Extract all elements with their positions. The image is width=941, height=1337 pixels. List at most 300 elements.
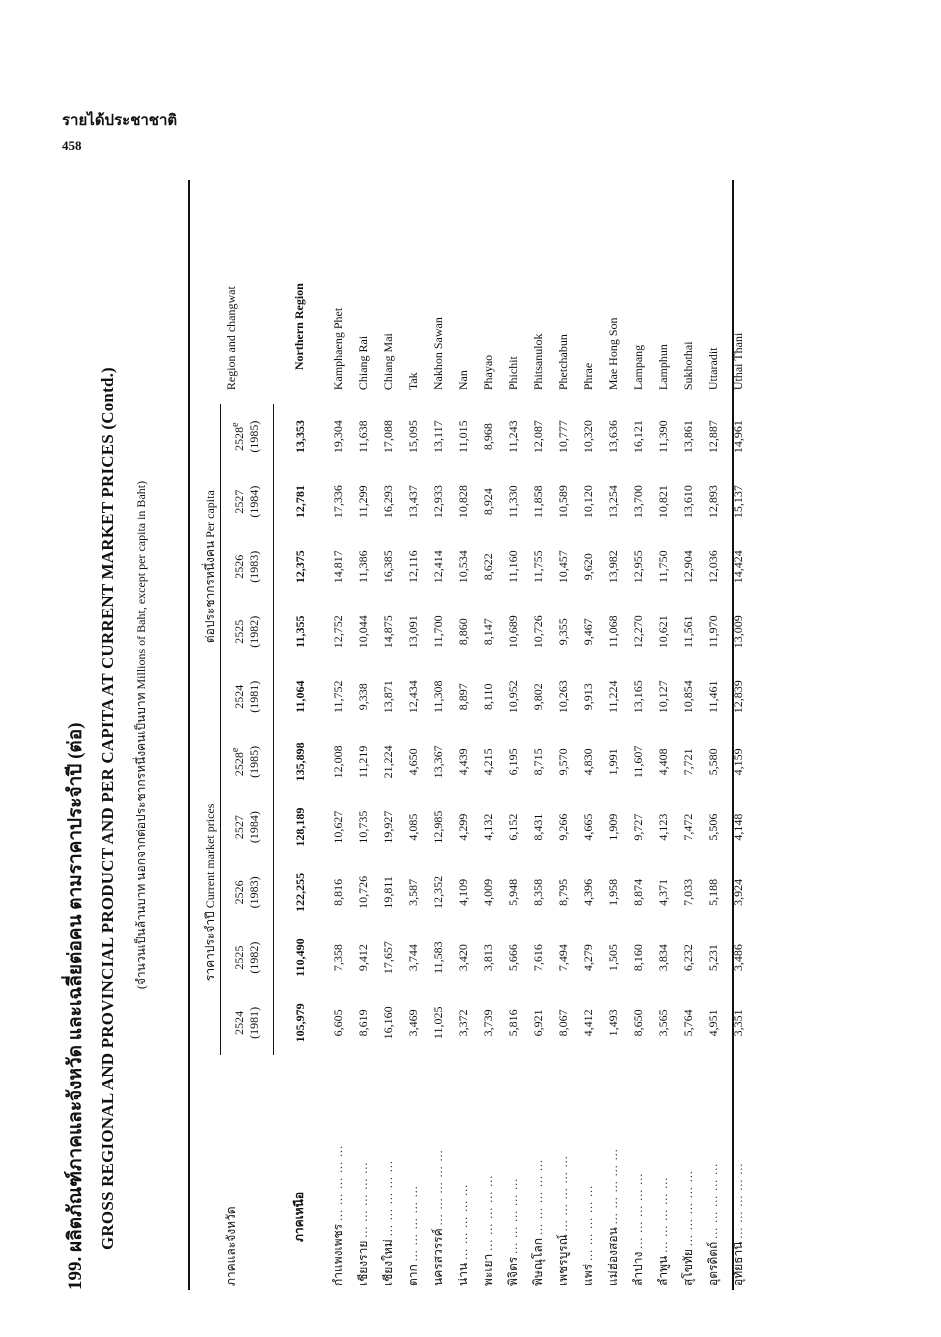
leader-dots: ... ... ... ... ... bbox=[331, 1144, 345, 1221]
leader-dots: ... ... ... ... ... bbox=[706, 1162, 720, 1239]
region-name-thai: ภาคเหนือ bbox=[292, 1191, 307, 1242]
table-cell: 11,607 bbox=[631, 745, 645, 779]
table-cell: 4,650 bbox=[406, 748, 420, 776]
header-year-ce: (1984) bbox=[247, 469, 274, 534]
table-cell: 3,486 bbox=[731, 944, 745, 972]
table-cell: 12,985 bbox=[431, 810, 445, 844]
table-row bbox=[451, 180, 476, 1290]
table-cell: 11,750 bbox=[656, 550, 670, 583]
table-cell: 8,860 bbox=[456, 618, 470, 646]
table-cell: 8,897 bbox=[456, 683, 470, 711]
province-name-thai-cell bbox=[451, 1055, 476, 1290]
table-cell: 5,188 bbox=[706, 878, 720, 906]
province-name-thai: กำแพงเพชร bbox=[331, 1223, 345, 1286]
table-cell: 13,610 bbox=[681, 485, 695, 519]
table-title-thai: 199. ผลิตภัณฑ์ภาคและจังหวัด และเฉลี่ยต่อคน ตามราคาประจำปี (ต่อ) bbox=[65, 722, 86, 1290]
table-cell: 12,352 bbox=[431, 875, 445, 909]
table-cell: 1,505 bbox=[606, 944, 620, 972]
table-cell: 9,412 bbox=[356, 944, 370, 972]
header-year-be: 2524 bbox=[232, 1010, 246, 1035]
province-name-thai: เพชรบูรณ์ bbox=[556, 1234, 570, 1286]
table-cell: 11,390 bbox=[656, 420, 670, 453]
region-value: 11,064 bbox=[292, 680, 307, 713]
leader-dots: ... ... ... ... ... bbox=[681, 1170, 695, 1247]
table-cell: 11,970 bbox=[706, 615, 720, 648]
table-cell: 14,961 bbox=[731, 420, 745, 454]
table-cell: 10,726 bbox=[531, 615, 545, 649]
province-name-english: Phayao bbox=[481, 354, 495, 391]
header-year-be: 2527 bbox=[232, 815, 246, 840]
province-name-english: Chiang Rai bbox=[356, 335, 370, 391]
table-cell: 12,893 bbox=[706, 485, 720, 519]
header-year-be: 2525 bbox=[232, 945, 246, 970]
province-name-english: Lamphun bbox=[656, 344, 670, 391]
table-cell: 11,386 bbox=[356, 550, 370, 583]
province-name-english: Sukhothai bbox=[681, 341, 695, 391]
table-cell: 11,025 bbox=[431, 1006, 445, 1040]
province-name-thai-cell bbox=[426, 1055, 451, 1290]
table-cell: 10,854 bbox=[681, 680, 695, 714]
province-name-english: Uttaradit bbox=[706, 347, 720, 391]
header-year-be bbox=[221, 729, 248, 794]
table-cell: 10,120 bbox=[581, 485, 595, 519]
table-cell: 11,015 bbox=[456, 420, 470, 453]
table-cell: 12,434 bbox=[406, 680, 420, 714]
header-year-ce: (1981) bbox=[247, 990, 274, 1055]
table-cell: 16,160 bbox=[381, 1006, 395, 1040]
table-cell: 10,952 bbox=[506, 680, 520, 714]
table-cell: 9,355 bbox=[556, 618, 570, 646]
table-cell: 16,121 bbox=[631, 420, 645, 454]
table-cell: 8,147 bbox=[481, 618, 495, 646]
table-cell: 8,358 bbox=[531, 878, 545, 906]
table-cell: 7,616 bbox=[531, 944, 545, 972]
header-year-ce: (1982) bbox=[247, 599, 274, 664]
table-row bbox=[501, 180, 526, 1290]
table-cell: 13,700 bbox=[631, 485, 645, 519]
table-cell: 10,821 bbox=[656, 485, 670, 519]
province-name-thai-cell bbox=[401, 1055, 426, 1290]
table-cell: 12,955 bbox=[631, 550, 645, 584]
table-cell: 1,909 bbox=[606, 813, 620, 841]
leader-dots: ... ... ... ... ... bbox=[431, 1149, 445, 1226]
table-cell: 9,913 bbox=[581, 683, 595, 711]
table-cell: 8,924 bbox=[481, 488, 495, 516]
table-cell: 4,951 bbox=[706, 1009, 720, 1037]
region-value: 135,898 bbox=[292, 742, 307, 782]
table-cell: 13,254 bbox=[606, 485, 620, 519]
table-cell: 4,085 bbox=[406, 813, 420, 841]
leader-dots: ... ... ... ... ... bbox=[456, 1183, 470, 1260]
leader-dots: ... ... ... ... ... bbox=[481, 1174, 495, 1251]
table-title-english: GROSS REGIONAL AND PROVINCIAL PRODUCT AND PER CAPITA AT CURRENT MARKET PRICES (Contd.) bbox=[98, 367, 117, 1250]
province-name-thai-cell bbox=[676, 1055, 701, 1290]
table-cell: 6,605 bbox=[331, 1009, 345, 1037]
table-cell: 13,091 bbox=[406, 615, 420, 649]
table-cell: 4,123 bbox=[656, 813, 670, 841]
table-cell: 8,874 bbox=[631, 878, 645, 906]
table-row bbox=[401, 180, 426, 1290]
table-cell: 16,385 bbox=[381, 550, 395, 584]
table-cell: 13,367 bbox=[431, 745, 445, 779]
leader-dots: ... ... ... ... ... bbox=[631, 1172, 645, 1249]
region-value: 12,375 bbox=[292, 550, 307, 584]
header-year-be: 2527 bbox=[232, 489, 246, 514]
table-cell: 10,828 bbox=[456, 485, 470, 519]
table-cell: 11,700 bbox=[431, 615, 445, 648]
table-cell: 4,439 bbox=[456, 748, 470, 776]
table-cell: 5,231 bbox=[706, 944, 720, 972]
table-cell: 12,414 bbox=[431, 550, 445, 584]
province-name-thai: น่าน bbox=[456, 1262, 470, 1286]
table-cell: 4,396 bbox=[581, 878, 595, 906]
province-name-english: Chiang Mai bbox=[381, 333, 395, 391]
table-row bbox=[576, 180, 601, 1290]
leader-dots: ... ... ... ... ... bbox=[531, 1158, 545, 1235]
table-cell: 9,727 bbox=[631, 813, 645, 841]
province-name-thai: พิษณุโลก bbox=[531, 1237, 545, 1286]
header-year-ce: (1985) bbox=[247, 729, 274, 794]
table-cell: 3,813 bbox=[481, 944, 495, 972]
table-cell: 11,243 bbox=[506, 420, 520, 453]
table-cell: 9,620 bbox=[581, 553, 595, 581]
header-year-be: 2524 bbox=[232, 684, 246, 709]
leader-dots: ... ... ... ... ... bbox=[606, 1148, 620, 1225]
province-name-thai-cell bbox=[651, 1055, 676, 1290]
table-cell: 3,469 bbox=[406, 1009, 420, 1037]
table-cell: 12,933 bbox=[431, 485, 445, 519]
province-name-thai: ตาก bbox=[406, 1264, 420, 1286]
header-year-be: 2525 bbox=[232, 619, 246, 644]
table-cell: 9,467 bbox=[581, 618, 595, 646]
table-row bbox=[601, 180, 626, 1290]
region-value: 105,979 bbox=[292, 1003, 307, 1043]
table-cell: 17,088 bbox=[381, 420, 395, 454]
table-cell: 8,431 bbox=[531, 813, 545, 841]
table-cell: 1,991 bbox=[606, 748, 620, 776]
table-cell: 8,968 bbox=[481, 423, 495, 451]
header-year-be-text: 2528 bbox=[232, 752, 246, 777]
table-cell: 8,715 bbox=[531, 748, 545, 776]
table-cell: 8,619 bbox=[356, 1009, 370, 1037]
table-cell: 11,858 bbox=[531, 485, 545, 518]
province-name-thai: อุตรดิตถ์ bbox=[706, 1241, 720, 1286]
province-name-english: Phichit bbox=[506, 356, 520, 391]
region-value: 110,490 bbox=[292, 938, 307, 977]
table-cell: 11,561 bbox=[681, 615, 695, 648]
table-cell: 8,650 bbox=[631, 1009, 645, 1037]
header-year-ce: (1981) bbox=[247, 664, 274, 729]
table-cell: 10,726 bbox=[356, 875, 370, 909]
table-cell: 8,110 bbox=[481, 683, 495, 710]
table-cell: 17,336 bbox=[331, 485, 345, 519]
table-cell: 5,764 bbox=[681, 1009, 695, 1037]
table-cell: 11,160 bbox=[506, 550, 520, 583]
header-per-capita: ต่อประชากรหนึ่งคน Per capita bbox=[190, 404, 221, 729]
table-cell: 10,320 bbox=[581, 420, 595, 454]
table-cell: 10,777 bbox=[556, 420, 570, 454]
table-cell: 3,372 bbox=[456, 1009, 470, 1037]
table-cell: 11,583 bbox=[431, 941, 445, 974]
province-name-thai-cell bbox=[551, 1055, 576, 1290]
leader-dots: ... ... ... ... ... bbox=[656, 1176, 670, 1253]
header-right-label: Region and changwat bbox=[224, 286, 239, 391]
table-cell: 1,958 bbox=[606, 878, 620, 906]
table-cell: 4,371 bbox=[656, 878, 670, 906]
table-row bbox=[526, 180, 551, 1290]
table-cell: 4,132 bbox=[481, 813, 495, 841]
table-cell: 8,816 bbox=[331, 878, 345, 906]
table-cell: 12,904 bbox=[681, 550, 695, 584]
table-cell: 17,657 bbox=[381, 941, 395, 975]
table-cell: 10,044 bbox=[356, 615, 370, 649]
table-cell: 19,304 bbox=[331, 420, 345, 454]
table-cell: 3,739 bbox=[481, 1009, 495, 1037]
table-cell: 11,308 bbox=[431, 680, 445, 713]
table-cell: 11,755 bbox=[531, 550, 545, 583]
table-cell: 11,461 bbox=[706, 680, 720, 713]
province-name-english: Lampang bbox=[631, 344, 645, 391]
table-cell: 8,795 bbox=[556, 878, 570, 906]
table-cell: 11,219 bbox=[356, 745, 370, 779]
table-cell: 3,420 bbox=[456, 944, 470, 972]
table-cell: 3,565 bbox=[656, 1009, 670, 1037]
table-row bbox=[376, 180, 401, 1290]
table-cell: 13,165 bbox=[631, 680, 645, 714]
table-cell: 9,802 bbox=[531, 683, 545, 711]
data-table bbox=[190, 180, 751, 1290]
province-name-thai-cell bbox=[601, 1055, 626, 1290]
table-cell: 13,437 bbox=[406, 485, 420, 519]
province-name-thai-cell bbox=[376, 1055, 401, 1290]
table-cell: 19,811 bbox=[381, 876, 395, 909]
table-cell: 5,506 bbox=[706, 813, 720, 841]
table-cell: 4,299 bbox=[456, 813, 470, 841]
province-name-thai: แม่ฮ่องสอน bbox=[606, 1227, 620, 1286]
table-cell: 6,152 bbox=[506, 813, 520, 841]
table-cell: 4,408 bbox=[656, 748, 670, 776]
table-cell: 10,735 bbox=[356, 810, 370, 844]
table-cell: 8,067 bbox=[556, 1009, 570, 1037]
province-name-thai: อุทัยธานี bbox=[731, 1241, 745, 1286]
table-cell: 15,137 bbox=[731, 485, 745, 519]
table-cell: 5,948 bbox=[506, 878, 520, 906]
province-name-english: Phitsanulok bbox=[531, 333, 545, 391]
table-cell: 12,839 bbox=[731, 680, 745, 714]
table-cell: 13,871 bbox=[381, 680, 395, 714]
province-name-thai-cell bbox=[576, 1055, 601, 1290]
table-cell: 14,424 bbox=[731, 550, 745, 584]
table-row bbox=[676, 180, 701, 1290]
table-cell: 3,924 bbox=[731, 878, 745, 906]
province-name-english: Tak bbox=[406, 372, 420, 391]
province-name-english: Mae Hong Son bbox=[606, 317, 620, 391]
region-row bbox=[274, 180, 327, 1290]
table-cell: 6,232 bbox=[681, 944, 695, 972]
region-name-english: Northern Region bbox=[292, 283, 307, 371]
table-row bbox=[351, 180, 376, 1290]
table-cell: 12,036 bbox=[706, 550, 720, 584]
table-row bbox=[651, 180, 676, 1290]
table-cell: 8,622 bbox=[481, 553, 495, 581]
table-cell: 6,921 bbox=[531, 1009, 545, 1037]
page-number: 458 bbox=[62, 138, 82, 153]
table-cell: 19,927 bbox=[381, 810, 395, 844]
table-cell: 11,224 bbox=[606, 680, 620, 713]
table-cell: 13,982 bbox=[606, 550, 620, 584]
leader-dots: ... ... ... ... ... bbox=[556, 1155, 570, 1232]
table-cell: 15,095 bbox=[406, 420, 420, 454]
province-name-thai: พิจิตร bbox=[506, 1256, 520, 1286]
table-cell: 10,589 bbox=[556, 485, 570, 519]
province-name-thai: ลำพูน bbox=[656, 1255, 670, 1286]
table-cell: 13,009 bbox=[731, 615, 745, 649]
header-current-prices: ราคาประจำปี Current market prices bbox=[190, 729, 221, 1055]
table-body bbox=[274, 180, 752, 1290]
header-year-ce: (1983) bbox=[247, 534, 274, 599]
table-cell: 4,148 bbox=[731, 813, 745, 841]
table-cell: 10,621 bbox=[656, 615, 670, 649]
table-cell: 12,752 bbox=[331, 615, 345, 649]
table-cell: 4,009 bbox=[481, 878, 495, 906]
table-cell: 5,816 bbox=[506, 1009, 520, 1037]
table-cell: 9,338 bbox=[356, 683, 370, 711]
region-value: 128,189 bbox=[292, 807, 307, 847]
table-cell: 7,494 bbox=[556, 944, 570, 972]
province-name-thai: เชียงใหม่ bbox=[381, 1239, 395, 1286]
header-year-ce: (1984) bbox=[247, 794, 274, 859]
region-value: 11,355 bbox=[292, 615, 307, 648]
table-cell: 6,195 bbox=[506, 748, 520, 776]
table-cell: 5,580 bbox=[706, 748, 720, 776]
table-cell: 4,279 bbox=[581, 944, 595, 972]
table-cell: 13,861 bbox=[681, 420, 695, 454]
province-name-thai-cell bbox=[351, 1055, 376, 1290]
province-name-thai: สุโขทัย bbox=[681, 1249, 695, 1286]
table-row bbox=[626, 180, 651, 1290]
table-cell: 11,330 bbox=[506, 485, 520, 518]
table-cell: 16,293 bbox=[381, 485, 395, 519]
table-cell: 13,636 bbox=[606, 420, 620, 454]
table-cell: 4,412 bbox=[581, 1009, 595, 1037]
running-head: รายได้ประชาชาติ bbox=[62, 113, 178, 129]
province-name-thai-cell bbox=[626, 1055, 651, 1290]
province-name-thai: ลำปาง bbox=[631, 1251, 645, 1286]
table-cell: 1,493 bbox=[606, 1009, 620, 1037]
leader-dots: ... ... ... ... ... bbox=[356, 1161, 370, 1238]
table-cell: 3,744 bbox=[406, 944, 420, 972]
province-name-thai: เชียงราย bbox=[356, 1240, 370, 1286]
table-cell: 12,008 bbox=[331, 745, 345, 779]
leader-dots: ... ... ... ... ... bbox=[731, 1162, 745, 1239]
province-name-english: Nan bbox=[456, 370, 470, 391]
table-cell: 4,665 bbox=[581, 813, 595, 841]
header-year-ce: (1985) bbox=[247, 404, 274, 469]
table-bottom-rule bbox=[732, 180, 734, 1290]
table-cell: 21,224 bbox=[381, 745, 395, 779]
header-year-ce: (1983) bbox=[247, 860, 274, 925]
table-cell: 3,834 bbox=[656, 944, 670, 972]
province-name-thai: นครสวรรค์ bbox=[431, 1228, 445, 1286]
table-cell: 10,534 bbox=[456, 550, 470, 584]
table-cell: 7,358 bbox=[331, 944, 345, 972]
table-row bbox=[551, 180, 576, 1290]
table-cell: 7,721 bbox=[681, 748, 695, 776]
table-cell: 7,033 bbox=[681, 878, 695, 906]
table-cell: 12,116 bbox=[406, 550, 420, 583]
title-block bbox=[60, 180, 151, 1290]
table-cell: 9,570 bbox=[556, 748, 570, 776]
province-name-thai-cell bbox=[476, 1055, 501, 1290]
table-cell: 12,270 bbox=[631, 615, 645, 649]
table-cell: 11,752 bbox=[331, 680, 345, 713]
province-name-thai-cell bbox=[326, 1055, 351, 1290]
table-cell: 10,127 bbox=[656, 680, 670, 714]
table-cell: 7,472 bbox=[681, 813, 695, 841]
header-year-be bbox=[221, 404, 248, 469]
table-cell: 4,830 bbox=[581, 748, 595, 776]
estimate-superscript: e bbox=[230, 747, 241, 753]
table-cell: 9,266 bbox=[556, 813, 570, 841]
province-name-english: Phrae bbox=[581, 362, 595, 391]
table-cell: 10,627 bbox=[331, 810, 345, 844]
province-name-english: Phetchabun bbox=[556, 334, 570, 391]
table-cell: 3,351 bbox=[731, 1009, 745, 1037]
units-note: (จำนวนเป็นล้านบาท นอกจากต่อประชากรหนึ่งคนเป็นบาท Millions of Baht, except per capita in Baht) bbox=[134, 480, 148, 990]
table-row bbox=[476, 180, 501, 1290]
table-cell: 4,215 bbox=[481, 748, 495, 776]
table-cell: 12,887 bbox=[706, 420, 720, 454]
region-value: 12,781 bbox=[292, 485, 307, 519]
header-left-label: ภาคและจังหวัด bbox=[224, 1206, 239, 1286]
province-name-thai-cell bbox=[701, 1055, 726, 1290]
header-year-be-text: 2528 bbox=[232, 426, 246, 451]
table-row bbox=[326, 180, 351, 1290]
region-value: 122,255 bbox=[292, 872, 307, 912]
header-year-be: 2526 bbox=[232, 880, 246, 905]
province-name-english: Nakhon Sawan bbox=[431, 317, 445, 391]
province-name-english: Kamphaeng Phet bbox=[331, 307, 345, 391]
table-cell: 10,263 bbox=[556, 680, 570, 714]
leader-dots: ... ... ... ... ... bbox=[506, 1177, 520, 1254]
header-year-be: 2526 bbox=[232, 554, 246, 579]
region-value: 13,353 bbox=[292, 420, 307, 454]
leader-dots: ... ... ... ... ... bbox=[406, 1185, 420, 1262]
province-name-english: Uthai Thani bbox=[731, 332, 745, 391]
table-cell: 5,666 bbox=[506, 944, 520, 972]
province-name-thai-cell bbox=[501, 1055, 526, 1290]
table-cell: 10,689 bbox=[506, 615, 520, 649]
table-cell: 4,109 bbox=[456, 878, 470, 906]
table-cell: 14,875 bbox=[381, 615, 395, 649]
province-name-thai-cell bbox=[526, 1055, 551, 1290]
leader-dots: ... ... ... ... ... bbox=[381, 1160, 395, 1237]
table-cell: 12,087 bbox=[531, 420, 545, 454]
province-name-thai: แพร่ bbox=[581, 1263, 595, 1286]
leader-dots: ... ... ... ... ... bbox=[581, 1184, 595, 1261]
table-cell: 4,159 bbox=[731, 748, 745, 776]
table-row bbox=[701, 180, 726, 1290]
table-cell: 10,457 bbox=[556, 550, 570, 584]
province-name-thai: พะเยา bbox=[481, 1253, 495, 1286]
rotated-table-page bbox=[60, 180, 820, 1290]
table-cell: 3,587 bbox=[406, 878, 420, 906]
province-name-thai-cell bbox=[726, 1055, 751, 1290]
table-cell: 14,817 bbox=[331, 550, 345, 584]
table-cell: 11,638 bbox=[356, 420, 370, 453]
table-cell: 8,160 bbox=[631, 944, 645, 972]
table-cell: 11,299 bbox=[356, 485, 370, 518]
